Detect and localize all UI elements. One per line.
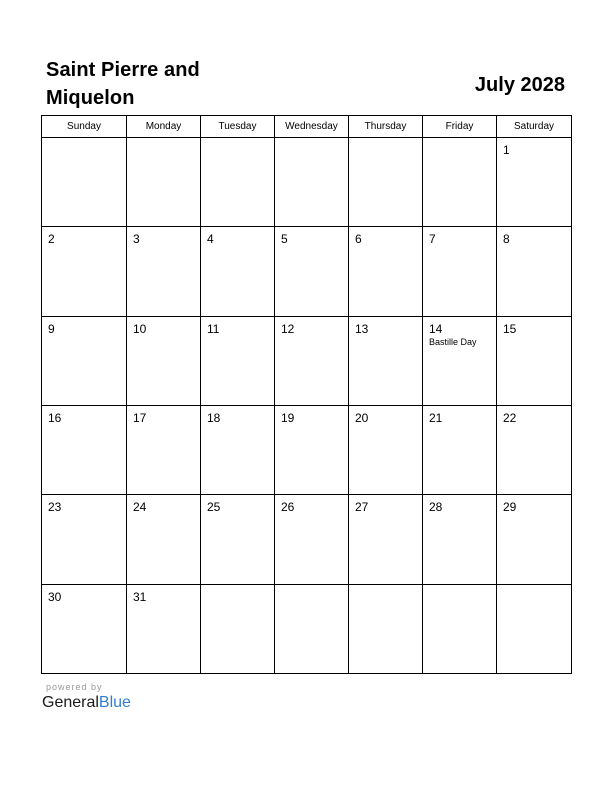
day-number: 30	[48, 589, 62, 604]
day-number: 28	[429, 500, 443, 515]
day-number: 21	[429, 410, 443, 425]
day-number: 23	[48, 500, 62, 515]
day-number: 29	[503, 500, 517, 515]
day-cell	[349, 138, 423, 227]
day-number: 7	[429, 232, 436, 247]
week-row	[42, 405, 572, 494]
day-number	[423, 138, 496, 144]
day-number	[201, 585, 274, 591]
day-cell	[275, 316, 349, 405]
day-number: 17	[133, 410, 147, 425]
day-number: 25	[207, 500, 221, 515]
day-cell	[201, 495, 275, 584]
day-number: 11	[207, 321, 220, 336]
day-cell	[201, 138, 275, 227]
day-number: 16	[48, 410, 62, 425]
day-cell	[127, 495, 201, 584]
day-cell	[275, 584, 349, 673]
day-number: 3	[133, 232, 140, 247]
calendar-grid	[41, 115, 572, 674]
day-cell	[497, 405, 572, 494]
brand-blue-text: Blue	[98, 694, 131, 711]
day-number: 19	[281, 410, 295, 425]
day-cell	[201, 227, 275, 316]
week-row	[42, 495, 572, 584]
day-cell	[349, 227, 423, 316]
month-year-title: July 2028	[474, 74, 565, 96]
day-cell	[127, 405, 201, 494]
weekday-header-row	[42, 116, 572, 138]
day-number	[201, 138, 274, 144]
day-cell	[423, 495, 497, 584]
day-cell	[497, 138, 572, 227]
day-number	[275, 138, 348, 144]
day-cell	[275, 227, 349, 316]
day-number	[349, 138, 422, 144]
day-number: 2	[48, 232, 55, 247]
weekday-wednesday: Wednesday	[275, 116, 349, 138]
day-cell	[127, 584, 201, 673]
day-cell	[497, 316, 572, 405]
day-cell	[127, 138, 201, 227]
day-cell	[42, 584, 127, 673]
holiday-label: Bastille Day	[429, 336, 477, 347]
day-number: 10	[133, 321, 147, 336]
generalblue-logo[interactable]	[42, 693, 131, 713]
day-number: 31	[133, 589, 147, 604]
day-number: 9	[48, 321, 55, 336]
day-number: 12	[281, 321, 295, 336]
week-row	[42, 584, 572, 673]
day-number	[497, 585, 571, 591]
week-row	[42, 138, 572, 227]
day-number: 20	[355, 410, 369, 425]
day-cell	[42, 405, 127, 494]
day-cell	[42, 227, 127, 316]
day-cell	[423, 316, 497, 405]
day-number: 26	[281, 500, 295, 515]
week-row	[42, 227, 572, 316]
powered-by-label: powered by	[46, 682, 103, 692]
day-cell	[497, 495, 572, 584]
day-cell	[423, 227, 497, 316]
day-cell	[42, 316, 127, 405]
day-cell	[497, 227, 572, 316]
day-cell	[423, 405, 497, 494]
day-number: 22	[503, 410, 517, 425]
day-number	[349, 585, 422, 591]
day-number	[127, 138, 200, 144]
weekday-saturday: Saturday	[497, 116, 572, 138]
day-cell	[349, 405, 423, 494]
day-cell	[201, 584, 275, 673]
day-number: 24	[133, 500, 147, 515]
week-row	[42, 316, 572, 405]
day-number: 13	[355, 321, 369, 336]
day-number	[275, 585, 348, 591]
day-cell	[349, 495, 423, 584]
day-number	[423, 585, 496, 591]
day-cell	[349, 316, 423, 405]
day-number: 18	[207, 410, 221, 425]
day-cell	[42, 495, 127, 584]
day-number: 1	[503, 143, 510, 157]
day-number: 4	[207, 232, 214, 247]
day-number	[42, 138, 126, 144]
region-line-2: Miquelon	[46, 87, 135, 109]
weekday-thursday: Thursday	[349, 116, 423, 138]
day-cell	[423, 138, 497, 227]
weekday-monday: Monday	[127, 116, 201, 138]
region-line-1: Saint Pierre and	[46, 59, 200, 81]
day-cell	[201, 405, 275, 494]
day-number: 8	[503, 232, 510, 247]
day-number: 5	[281, 232, 288, 247]
day-cell	[201, 316, 275, 405]
day-cell	[349, 584, 423, 673]
weekday-friday: Friday	[423, 116, 497, 138]
day-cell	[127, 227, 201, 316]
day-cell	[127, 316, 201, 405]
day-cell	[497, 584, 572, 673]
calendar-region-title	[46, 56, 246, 112]
weekday-tuesday: Tuesday	[201, 116, 275, 138]
day-cell	[275, 138, 349, 227]
day-cell	[275, 405, 349, 494]
day-cell	[42, 138, 127, 227]
day-number: 15	[503, 321, 517, 336]
day-cell	[275, 495, 349, 584]
weekday-sunday: Sunday	[42, 116, 127, 138]
day-cell	[423, 584, 497, 673]
brand-general-text: General	[42, 694, 99, 711]
day-number: 6	[355, 232, 362, 247]
day-number: 14	[429, 321, 443, 336]
day-number: 27	[355, 500, 369, 515]
